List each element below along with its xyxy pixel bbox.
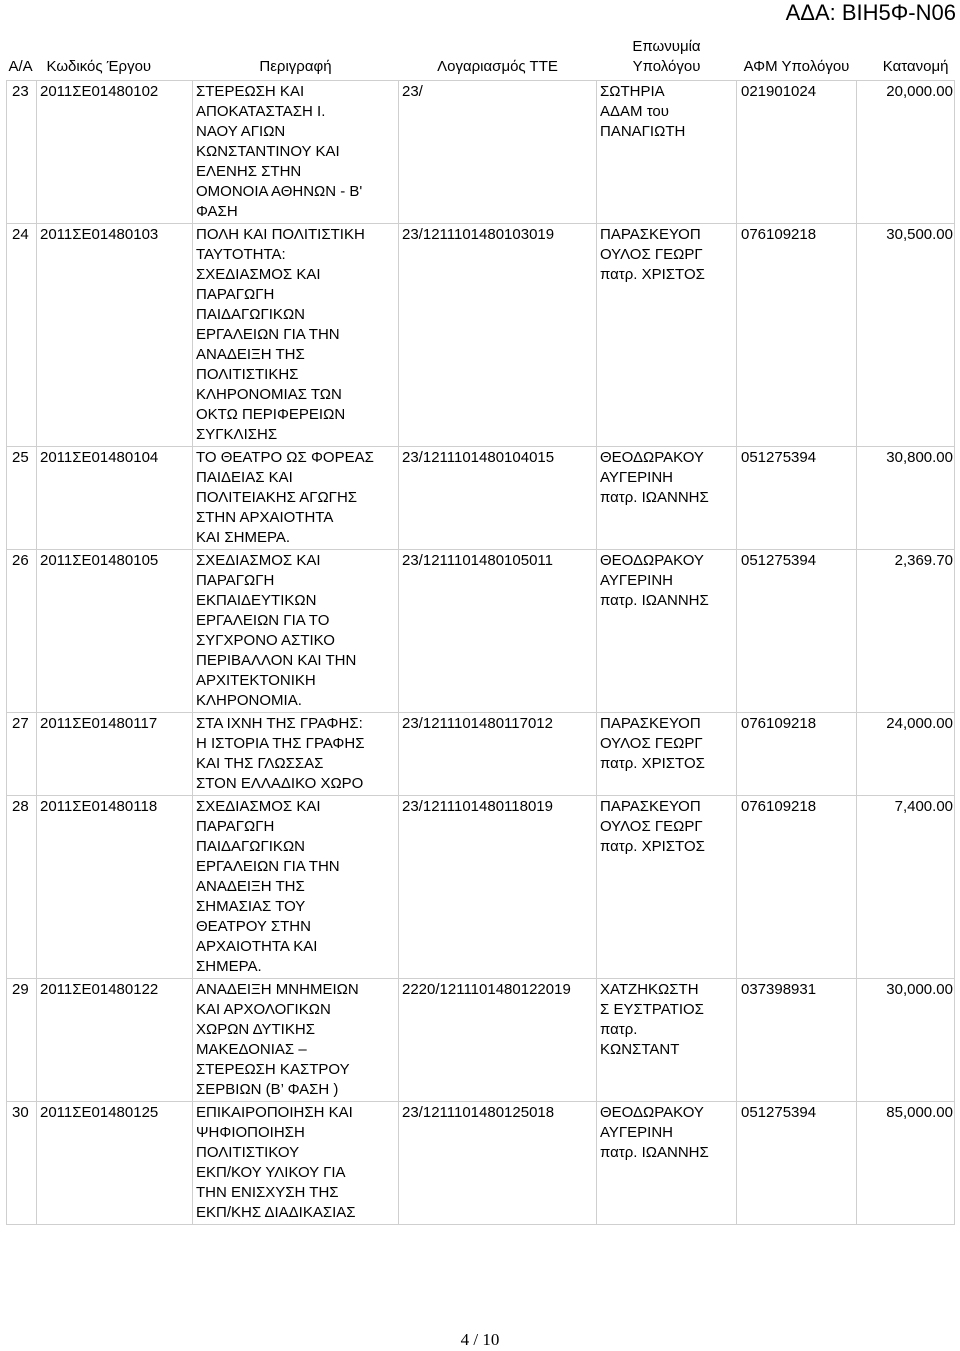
cell-description-line: Η ΙΣΤΟΡΙΑ ΤΗΣ ΓΡΑΦΗΣ (196, 735, 365, 752)
cell-account: 23/1211101480105011 (399, 550, 597, 713)
cell-description-line: ΣΤΕΡΕΩΣΗ ΚΑΙ (196, 83, 305, 100)
cell-description-line: ΧΩΡΩΝ ΔΥΤΙΚΗΣ (196, 1021, 315, 1038)
table-row (7, 447, 955, 550)
header-name: Επωνυμία Υπολόγου (632, 38, 701, 75)
cell-description-line: ΤΑΥΤΟΤΗΤΑ: (196, 246, 286, 263)
cell-amount: 20,000.00 (857, 81, 955, 224)
cell-accountable-name-line: ΘΕΟΔΩΡΑΚΟΥ (600, 449, 704, 466)
cell-accountable-name-line: ΠΑΡΑΣΚΕΥΟΠ (600, 715, 701, 732)
cell-description-line: ΣΗΜΑΣΙΑΣ ΤΟΥ (196, 898, 306, 915)
cell-accountable-name-line: ΧΑΤΖΗΚΩΣΤΗ (600, 981, 699, 998)
cell-description-line: ΑΝΑΔΕΙΞΗ ΤΗΣ (196, 878, 305, 895)
cell-accountable-name-line: πατρ. ΧΡΙΣΤΟΣ (600, 755, 705, 772)
cell-description-line: ΠΑΡΑΓΩΓΗ (196, 572, 275, 589)
cell-accountable-name-line: πατρ. ΧΡΙΣΤΟΣ (600, 266, 705, 283)
table-row (7, 81, 955, 224)
cell-accountable-name-line: ΠΑΡΑΣΚΕΥΟΠ (600, 226, 701, 243)
cell-description-line: ΠΑΙΔΕΙΑΣ ΚΑΙ (196, 469, 293, 486)
cell-description-line: ΚΑΙ ΑΡΧΟΛΟΓΙΚΩΝ (196, 1001, 331, 1018)
cell-project-code: 2011ΣΕ01480122 (37, 979, 193, 1102)
cell-description-line: ΜΑΚΕΔΟΝΙΑΣ – (196, 1041, 307, 1058)
cell-description-line: ΠΑΡΑΓΩΓΗ (196, 286, 275, 303)
cell-accountable-name-line: πατρ. (600, 1021, 638, 1038)
cell-description-line: ΑΝΑΔΕΙΞΗ ΜΝΗΜΕΙΩΝ (196, 981, 359, 998)
cell-description-line: ΣΧΕΔΙΑΣΜΟΣ ΚΑΙ (196, 266, 321, 283)
cell-project-code: 2011ΣΕ01480103 (37, 224, 193, 447)
cell-description-line: ΠΑΙΔΑΓΩΓΙΚΩΝ (196, 838, 305, 855)
cell-accountable-name (597, 224, 737, 447)
header-description: Περιγραφή (259, 58, 332, 75)
cell-amount: 30,000.00 (857, 979, 955, 1102)
cell-description-line: ΣΥΓΧΡΟΝΟ ΑΣΤΙΚΟ (196, 632, 335, 649)
cell-description-line: ΣΕΡΒΙΩΝ (Β’ ΦΑΣΗ ) (196, 1081, 339, 1098)
cell-description-line: ΠΕΡΙΒΑΛΛΟΝ ΚΑΙ ΤΗΝ (196, 652, 357, 669)
cell-amount: 30,500.00 (857, 224, 955, 447)
cell-project-code: 2011ΣΕ01480104 (37, 447, 193, 550)
cell-description-line: ΑΝΑΔΕΙΞΗ ΤΗΣ (196, 346, 305, 363)
cell-accountable-name-line: ΘΕΟΔΩΡΑΚΟΥ (600, 552, 704, 569)
cell-description-line: ΣΧΕΔΙΑΣΜΟΣ ΚΑΙ (196, 798, 321, 815)
cell-project-code: 2011ΣΕ01480125 (37, 1102, 193, 1225)
cell-description (193, 796, 399, 979)
cell-description-line: ΑΠΟΚΑΤΑΣΤΑΣΗ Ι. (196, 103, 326, 120)
header-amount: Κατανομή (882, 58, 949, 75)
cell-description-line: ΣΗΜΕΡΑ. (196, 958, 262, 975)
cell-account: 2220/1211101480122019 (399, 979, 597, 1102)
cell-accountable-name-line: πατρ. ΧΡΙΣΤΟΣ (600, 838, 705, 855)
cell-aa: 23 (7, 81, 37, 224)
cell-description-line: ΠΟΛΙΤΙΣΤΙΚΟΥ (196, 1144, 300, 1161)
cell-account: 23/1211101480118019 (399, 796, 597, 979)
cell-description-line: ΕΚΠ/ΚΗΣ ΔΙΑΔΙΚΑΣΙΑΣ (196, 1204, 356, 1221)
cell-description (193, 979, 399, 1102)
cell-description (193, 224, 399, 447)
cell-aa: 25 (7, 447, 37, 550)
header-row (7, 35, 955, 81)
cell-account: 23/ (399, 81, 597, 224)
cell-project-code: 2011ΣΕ01480118 (37, 796, 193, 979)
cell-description-line: ΕΛΕΝΗΣ ΣΤΗΝ (196, 163, 302, 180)
cell-description-line: ΑΡΧΙΤΕΚΤΟΝΙΚΗ (196, 672, 316, 689)
cell-amount: 2,369.70 (857, 550, 955, 713)
cell-afm: 076109218 (737, 796, 857, 979)
cell-accountable-name-line: ΟΥΛΟΣ ΓΕΩΡΓ (600, 735, 703, 752)
cell-account: 23/1211101480103019 (399, 224, 597, 447)
cell-accountable-name-line: πατρ. ΙΩΑΝΝΗΣ (600, 1144, 709, 1161)
cell-accountable-name (597, 713, 737, 796)
cell-description (193, 550, 399, 713)
cell-afm: 051275394 (737, 1102, 857, 1225)
table-row (7, 979, 955, 1102)
cell-accountable-name-line: ΚΩΝΣΤΑΝΤ (600, 1041, 680, 1058)
cell-accountable-name-line: ΟΥΛΟΣ ΓΕΩΡΓ (600, 246, 703, 263)
cell-description-line: ΟΜΟΝΟΙΑ ΑΘΗΝΩΝ - Β' (196, 183, 363, 200)
cell-description-line: ΕΡΓΑΛΕΙΩΝ ΓΙΑ ΤΟ (196, 612, 330, 629)
cell-accountable-name-line: ΘΕΟΔΩΡΑΚΟΥ (600, 1104, 704, 1121)
cell-aa: 27 (7, 713, 37, 796)
table-row (7, 550, 955, 713)
header-account: Λογαριασμός ΤΤΕ (437, 58, 558, 75)
table-row (7, 713, 955, 796)
cell-description-line: ΣΤΗΝ ΑΡΧΑΙΟΤΗΤΑ (196, 509, 334, 526)
allocation-table (6, 35, 955, 1225)
cell-accountable-name-line: ΠΑΡΑΣΚΕΥΟΠ (600, 798, 701, 815)
cell-description-line: ΕΡΓΑΛΕΙΩΝ ΓΙΑ ΤΗΝ (196, 326, 340, 343)
cell-description-line: ΚΛΗΡΟΝΟΜΙΑ. (196, 692, 302, 709)
cell-description-line: ΕΠΙΚΑΙΡΟΠΟΙΗΣΗ ΚΑΙ (196, 1104, 353, 1121)
cell-description-line: ΑΡΧΑΙΟΤΗΤΑ ΚΑΙ (196, 938, 318, 955)
cell-accountable-name (597, 1102, 737, 1225)
cell-description-line: ΚΩΝΣΤΑΝΤΙΝΟΥ ΚΑΙ (196, 143, 340, 160)
cell-description-line: ΕΚΠΑΙΔΕΥΤΙΚΩΝ (196, 592, 317, 609)
cell-description-line: ΤΟ ΘΕΑΤΡΟ ΩΣ ΦΟΡΕΑΣ (196, 449, 374, 466)
cell-aa: 29 (7, 979, 37, 1102)
cell-accountable-name-line: ΑΥΓΕΡΙΝΗ (600, 469, 674, 486)
cell-description-line: ΦΑΣΗ (196, 203, 238, 220)
cell-description-line: ΚΑΙ ΣΗΜΕΡΑ. (196, 529, 291, 546)
cell-description-line: ΠΟΛΙΤΙΣΤΙΚΗΣ (196, 366, 299, 383)
header-afm: ΑΦΜ Υπολόγου (743, 58, 850, 75)
cell-description-line: ΣΥΓΚΛΙΣΗΣ (196, 426, 278, 443)
cell-afm: 021901024 (737, 81, 857, 224)
cell-accountable-name-line: ΑΥΓΕΡΙΝΗ (600, 1124, 674, 1141)
cell-account: 23/1211101480117012 (399, 713, 597, 796)
cell-description-line: ΝΑΟΥ ΑΓΙΩΝ (196, 123, 286, 140)
cell-description-line: ΠΟΛΗ ΚΑΙ ΠΟΛΙΤΙΣΤΙΚΗ (196, 226, 365, 243)
cell-aa: 30 (7, 1102, 37, 1225)
cell-aa: 24 (7, 224, 37, 447)
cell-afm: 076109218 (737, 224, 857, 447)
cell-accountable-name-line: ΑΔΑΜ του (600, 103, 669, 120)
cell-accountable-name-line: ΟΥΛΟΣ ΓΕΩΡΓ (600, 818, 703, 835)
cell-aa: 28 (7, 796, 37, 979)
cell-accountable-name (597, 550, 737, 713)
cell-description-line: ΠΑΙΔΑΓΩΓΙΚΩΝ (196, 306, 305, 323)
cell-description-line: ΣΤΕΡΕΩΣΗ ΚΑΣΤΡΟΥ (196, 1061, 350, 1078)
cell-amount: 30,800.00 (857, 447, 955, 550)
cell-account: 23/1211101480125018 (399, 1102, 597, 1225)
cell-account: 23/1211101480104015 (399, 447, 597, 550)
cell-description-line: ΕΚΠ/ΚΟΥ ΥΛΙΚΟΥ ΓΙΑ (196, 1164, 346, 1181)
cell-amount: 7,400.00 (857, 796, 955, 979)
cell-accountable-name-line: ΣΩΤΗΡΙΑ (600, 83, 665, 100)
cell-accountable-name-line: Σ ΕΥΣΤΡΑΤΙΟΣ (600, 1001, 704, 1018)
cell-description (193, 1102, 399, 1225)
cell-description-line: ΤΗΝ ΕΝΙΣΧΥΣΗ ΤΗΣ (196, 1184, 339, 1201)
cell-description-line: ΕΡΓΑΛΕΙΩΝ ΓΙΑ ΤΗΝ (196, 858, 340, 875)
cell-accountable-name (597, 979, 737, 1102)
cell-description (193, 81, 399, 224)
cell-description-line: ΚΛΗΡΟΝΟΜΙΑΣ ΤΩΝ (196, 386, 342, 403)
cell-amount: 24,000.00 (857, 713, 955, 796)
cell-afm: 051275394 (737, 550, 857, 713)
cell-afm: 051275394 (737, 447, 857, 550)
cell-accountable-name (597, 81, 737, 224)
cell-description (193, 447, 399, 550)
table-row (7, 1102, 955, 1225)
cell-accountable-name-line: πατρ. ΙΩΑΝΝΗΣ (600, 489, 709, 506)
cell-description-line: ΠΑΡΑΓΩΓΗ (196, 818, 275, 835)
cell-aa: 26 (7, 550, 37, 713)
cell-amount: 85,000.00 (857, 1102, 955, 1225)
cell-accountable-name (597, 796, 737, 979)
cell-description-line: ΣΧΕΔΙΑΣΜΟΣ ΚΑΙ (196, 552, 321, 569)
cell-description-line: ΟΚΤΩ ΠΕΡΙΦΕΡΕΙΩΝ (196, 406, 346, 423)
ada-watermark: ΑΔΑ: ΒΙΗ5Φ-Ν06 (785, 0, 956, 25)
cell-accountable-name-line: ΑΥΓΕΡΙΝΗ (600, 572, 674, 589)
cell-description-line: ΠΟΛΙΤΕΙΑΚΗΣ ΑΓΩΓΗΣ (196, 489, 358, 506)
cell-description-line: ΣΤΟΝ ΕΛΛΑΔΙΚΟ ΧΩΡΟ (196, 775, 364, 792)
cell-project-code: 2011ΣΕ01480102 (37, 81, 193, 224)
cell-description-line: ΣΤΑ ΙΧΝΗ ΤΗΣ ΓΡΑΦΗΣ: (196, 715, 363, 732)
page-number: 4 / 10 (460, 1330, 500, 1349)
cell-accountable-name-line: ΠΑΝΑΓΙΩΤΗ (600, 123, 686, 140)
cell-afm: 076109218 (737, 713, 857, 796)
header-code: Κωδικός Έργου (46, 58, 152, 75)
cell-description-line: ΨΗΦΙΟΠΟΙΗΣΗ (196, 1124, 305, 1141)
cell-afm: 037398931 (737, 979, 857, 1102)
cell-description-line: ΘΕΑΤΡΟΥ ΣΤΗΝ (196, 918, 311, 935)
cell-accountable-name (597, 447, 737, 550)
table-row (7, 224, 955, 447)
cell-description (193, 713, 399, 796)
table-row (7, 796, 955, 979)
cell-project-code: 2011ΣΕ01480117 (37, 713, 193, 796)
header-aa: Α/Α (8, 58, 33, 75)
cell-project-code: 2011ΣΕ01480105 (37, 550, 193, 713)
cell-accountable-name-line: πατρ. ΙΩΑΝΝΗΣ (600, 592, 709, 609)
cell-description-line: ΚΑΙ ΤΗΣ ΓΛΩΣΣΑΣ (196, 755, 324, 772)
